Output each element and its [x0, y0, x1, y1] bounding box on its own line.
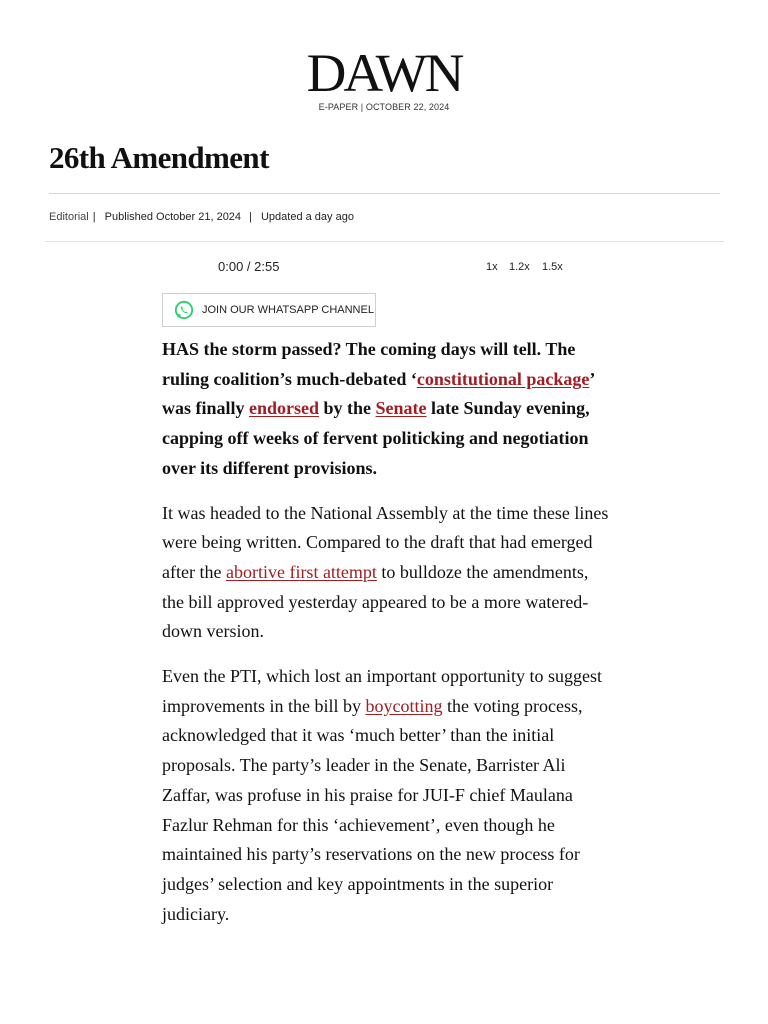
- text-run: late Sunday evening, capping off weeks of fervent politicking and negotiation over its different provisions.: [162, 398, 590, 478]
- text-run: by the: [319, 398, 376, 419]
- text-run: ’ was finally: [162, 368, 595, 419]
- audio-time: 0:00 / 2:55: [218, 259, 280, 274]
- masthead: [0, 43, 768, 112]
- text-run: the voting process, acknowledged that it was ‘much better’ than the initial proposals. The party’s leader in the Senate, Barrister Ali Zaffar, was profuse in his praise for JUI-F chief Maulana Fazlur Rehman for this ‘achievement’, even though he maintained his party’s reservations on the new process for judges’ selection and key appointments in the superior judiciary.: [162, 695, 583, 924]
- text-run: to bulldoze the amendments, the bill approved yesterday appeared to be a more watered-down version.: [162, 561, 589, 642]
- abortive-first-attempt-link[interactable]: abortive first attempt: [225, 561, 377, 582]
- senate-link[interactable]: Senate: [375, 398, 427, 419]
- dawn-logo[interactable]: DAWN: [306, 43, 462, 103]
- lead-paragraph: [162, 335, 610, 484]
- whatsapp-channel-label: JOIN OUR WHATSAPP CHANNEL: [202, 304, 374, 316]
- endorsed-link[interactable]: endorsed: [249, 398, 320, 419]
- published-date: Published October 21, 2024: [104, 211, 242, 223]
- text-run: Even the PTI, which lost an important opportunity to suggest improvements in the bill by: [162, 666, 602, 716]
- speed-1-5x-button[interactable]: 1.5x: [542, 261, 563, 273]
- meta-separator: |: [249, 211, 252, 223]
- text-run: It was headed to the National Assembly at the time these lines were being written. Compared to the draft that had emerged after the: [162, 502, 609, 582]
- whatsapp-icon: [174, 300, 194, 320]
- meta-divider: [45, 241, 724, 242]
- body-paragraph: [162, 499, 610, 648]
- text-run: HAS the storm passed? The coming days will tell. The ruling coalition’s much-debated ‘: [162, 339, 576, 389]
- body-paragraph: [162, 662, 610, 929]
- page-title: 26th Amendment: [49, 140, 269, 175]
- category-link[interactable]: Editorial: [49, 211, 89, 223]
- epaper-date[interactable]: E-PAPER | OCTOBER 22, 2024: [318, 102, 450, 112]
- speed-1-2x-button[interactable]: 1.2x: [509, 261, 530, 273]
- article-meta: [49, 211, 354, 223]
- constitutional-package-link[interactable]: constitutional package: [416, 368, 590, 389]
- speed-1x-button[interactable]: 1x: [486, 261, 498, 273]
- updated-date: Updated a day ago: [260, 211, 354, 223]
- article-body: [162, 335, 610, 944]
- meta-separator: |: [92, 211, 96, 223]
- whatsapp-channel-button[interactable]: [162, 293, 376, 327]
- boycotting-link[interactable]: boycotting: [365, 695, 443, 716]
- title-divider: [49, 193, 720, 194]
